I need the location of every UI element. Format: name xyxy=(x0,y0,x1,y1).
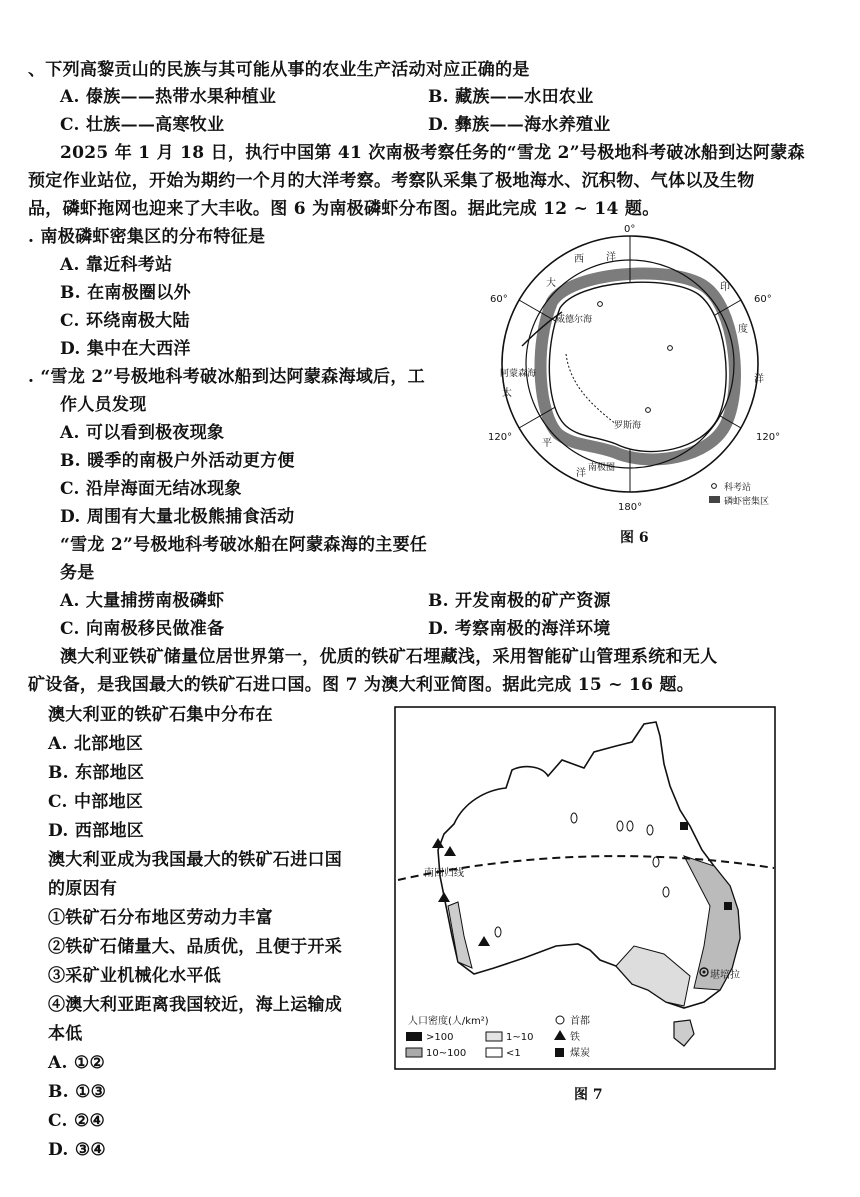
fig6-ocean-xi: 西 xyxy=(574,254,584,265)
q12-stem: . 南极磷虾密集区的分布特征是 xyxy=(28,227,266,247)
fig7-legend-lt1: <1 xyxy=(506,1048,521,1059)
fig6-label-120-left: 120° xyxy=(488,432,513,443)
q16-choice-d: D. ③④ xyxy=(48,1140,106,1160)
fig6-label-180: 180° xyxy=(618,502,643,513)
q16-option-4-line2: 本低 xyxy=(48,1024,83,1044)
q11-option-c: C. 壮族——高寒牧业 xyxy=(60,115,225,135)
fig6-ocean-yang3: 洋 xyxy=(576,468,586,479)
q11-option-b: B. 藏族——水田农业 xyxy=(428,87,594,107)
passage1-line3: 品，磷虾拖网也迎来了大丰收。图 6 为南极磷虾分布图。据此完成 12 ~ 14 题。 xyxy=(28,199,660,219)
fig6-amundsen-sea: 阿蒙森海 xyxy=(500,369,537,379)
q14-option-c: C. 向南极移民做准备 xyxy=(60,619,225,639)
q13-option-d: D. 周围有大量北极熊捕食活动 xyxy=(60,507,295,527)
passage2-line2: 矿设备，是我国最大的铁矿石进口国。图 7 为澳大利亚简图。据此完成 15 ~ 16 题。 xyxy=(28,675,695,695)
legend-gt100-swatch xyxy=(406,1032,422,1041)
q15-option-b: B. 东部地区 xyxy=(48,763,145,783)
q11-option-d: D. 彝族——海水养殖业 xyxy=(428,115,611,135)
passage1-line2: 预定作业站位，开始为期约一个月的大洋考察。考察队采集了极地海水、沉积物、气体以及生物 xyxy=(28,171,755,191)
figure7-australia-map xyxy=(394,706,776,1070)
q16-stem-line2: 的原因有 xyxy=(48,879,118,899)
fig6-ocean-du: 度 xyxy=(738,324,748,335)
q16-option-2: ②铁矿石储量大、品质优，且便于开采 xyxy=(48,937,343,957)
fig7-tropic-label: 南回归线 xyxy=(424,868,464,879)
q16-stem-line1: 澳大利亚成为我国最大的铁矿石进口国 xyxy=(48,850,343,870)
fig7-legend-gt100: >100 xyxy=(426,1032,454,1043)
q16-choice-c: C. ②④ xyxy=(48,1111,106,1131)
q16-option-3: ③采矿业机械化水平低 xyxy=(48,966,221,986)
fig7-legend-capital: 首都 xyxy=(570,1016,590,1027)
fig6-label-0: 0° xyxy=(624,224,636,235)
q14-stem-line2: 务是 xyxy=(60,563,95,583)
fig6-ocean-ping: 平 xyxy=(542,438,552,449)
legend-coal-icon xyxy=(555,1048,564,1057)
q13-option-c: C. 沿岸海面无结冰现象 xyxy=(60,479,242,499)
q11-stem: 、下列高黎贡山的民族与其可能从事的农业生产活动对应正确的是 xyxy=(28,60,530,80)
q14-stem-line1: “雪龙 2”号极地科考破冰船在阿蒙森海的主要任 xyxy=(60,535,428,555)
legend-station-icon xyxy=(712,484,717,489)
q16-choice-a: A. ①② xyxy=(48,1053,106,1073)
fig6-legend-station: 科考站 xyxy=(724,483,752,493)
fig6-ocean-tai: 太 xyxy=(502,388,512,399)
legend-10-100-swatch xyxy=(406,1048,422,1057)
fig6-ross-sea: 罗斯海 xyxy=(614,421,642,431)
q12-option-c: C. 环绕南极大陆 xyxy=(60,311,190,331)
figure6-caption: 图 6 xyxy=(620,530,649,546)
q13-stem-line2: 作人员发现 xyxy=(60,395,147,415)
figure7-caption: 图 7 xyxy=(574,1087,603,1103)
fig6-legend-krill: 磷虾密集区 xyxy=(724,497,770,507)
passage1-line1: 2025 年 1 月 18 日，执行中国第 41 次南极考察任务的“雪龙 2”号极地科考破冰船到达阿蒙森 xyxy=(60,143,805,163)
q16-choice-b: B. ①③ xyxy=(48,1082,107,1102)
fig7-capital-label: 堪培拉 xyxy=(710,970,740,981)
fig6-antarctic-circle: 南极圈 xyxy=(588,463,616,473)
q13-stem-line1: . “雪龙 2”号极地科考破冰船到达阿蒙森海域后，工 xyxy=(28,367,425,387)
fig6-label-60-right: 60° xyxy=(754,294,772,305)
fig6-ocean-da: 大 xyxy=(546,278,556,289)
q14-option-d: D. 考察南极的海洋环境 xyxy=(428,619,611,639)
q12-option-a: A. 靠近科考站 xyxy=(60,255,173,275)
passage2-line1: 澳大利亚铁矿储量位居世界第一，优质的铁矿石埋藏浅，采用智能矿山管理系统和无人 xyxy=(60,647,718,667)
q15-option-a: A. 北部地区 xyxy=(48,734,144,754)
legend-1-10-swatch xyxy=(486,1032,502,1041)
fig6-label-120-right: 120° xyxy=(756,432,781,443)
fig6-ocean-yin: 印 xyxy=(720,282,730,293)
q16-option-1: ①铁矿石分布地区劳动力丰富 xyxy=(48,908,273,928)
q15-option-d: D. 西部地区 xyxy=(48,821,145,841)
q16-option-4-line1: ④澳大利亚距离我国较近，海上运输成 xyxy=(48,995,343,1015)
fig7-legend-1-10: 1~10 xyxy=(506,1032,534,1043)
q14-option-a: A. 大量捕捞南极磷虾 xyxy=(60,591,225,611)
fig6-weddell-sea: 威德尔海 xyxy=(556,315,593,325)
q12-option-b: B. 在南极圈以外 xyxy=(60,283,191,303)
q15-stem: 澳大利亚的铁矿石集中分布在 xyxy=(48,705,273,725)
fig7-legend-10-100: 10~100 xyxy=(426,1048,467,1059)
q14-option-b: B. 开发南极的矿产资源 xyxy=(428,591,611,611)
q15-option-c: C. 中部地区 xyxy=(48,792,144,812)
legend-lt1-swatch xyxy=(486,1048,502,1057)
q12-option-d: D. 集中在大西洋 xyxy=(60,339,191,359)
q13-option-a: A. 可以看到极夜现象 xyxy=(60,423,225,443)
figure6-antarctic-map xyxy=(488,224,798,516)
q11-option-a: A. 傣族——热带水果种植业 xyxy=(60,87,277,107)
fig7-legend-iron: 铁 xyxy=(570,1032,580,1043)
legend-krill-icon xyxy=(709,496,720,503)
fig7-legend-title: 人口密度(人/km²) xyxy=(408,1016,489,1027)
q13-option-b: B. 暖季的南极户外活动更方便 xyxy=(60,451,295,471)
fig6-ocean-yang2: 洋 xyxy=(754,374,764,385)
fig6-ocean-yang1: 洋 xyxy=(606,252,616,263)
fig6-label-60-left: 60° xyxy=(490,294,508,305)
fig7-legend-coal: 煤炭 xyxy=(570,1048,590,1059)
